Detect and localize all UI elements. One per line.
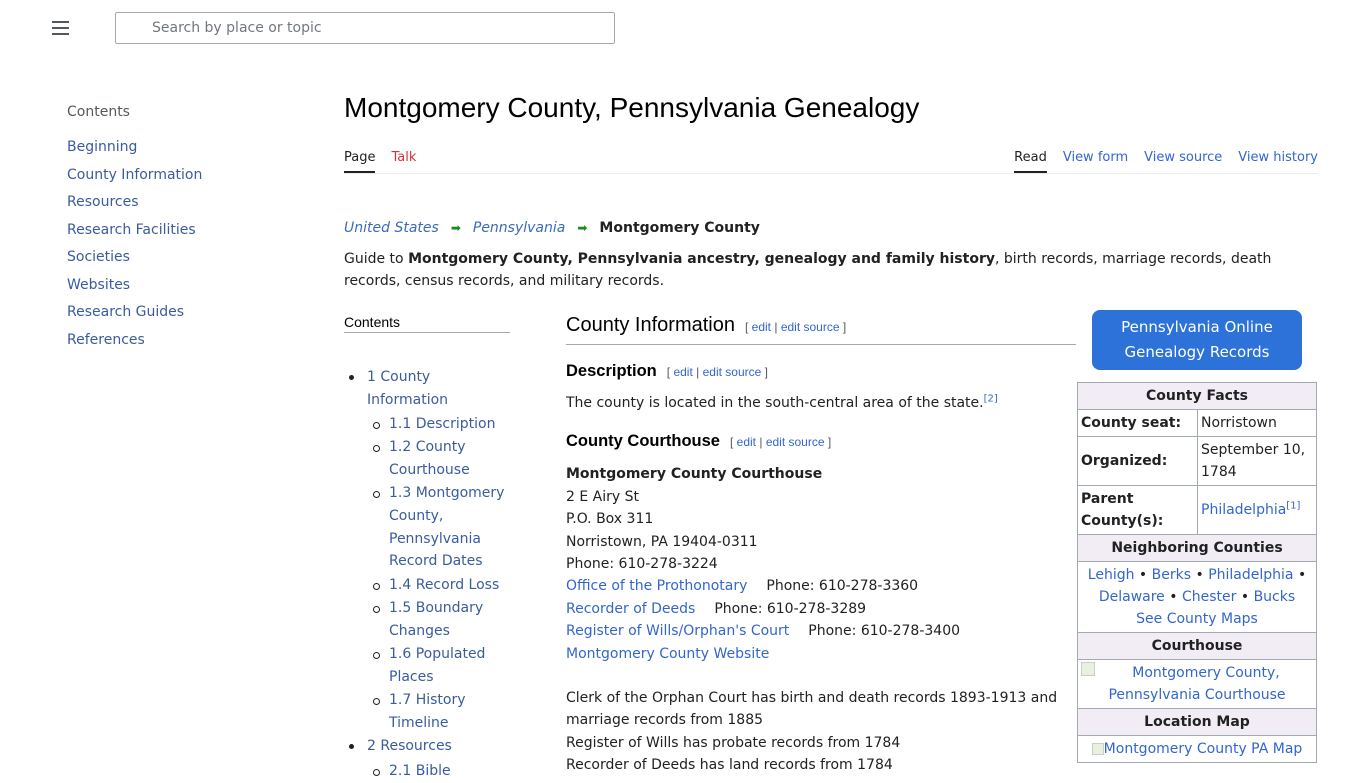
- toc-item: [344, 735, 510, 782]
- subsection-heading-description: [566, 360, 1076, 383]
- sidebar-list: [67, 139, 307, 349]
- sidebar-item-county-information[interactable]: County Information: [67, 166, 203, 183]
- facts-value: September 10, 1784: [1198, 437, 1317, 486]
- reference-link[interactable]: [1]: [1286, 500, 1301, 512]
- edit-source-link[interactable]: edit source: [702, 365, 762, 379]
- cta-line: Genealogy Records: [1124, 343, 1270, 361]
- see-county-maps-link[interactable]: See County Maps: [1136, 611, 1258, 627]
- toc-link-description[interactable]: 1.1 Description: [367, 413, 510, 436]
- neighbor-link-bucks[interactable]: Bucks: [1253, 589, 1296, 605]
- neighbor-link-lehigh[interactable]: Lehigh: [1087, 567, 1135, 583]
- article-body: [566, 310, 1076, 777]
- green-arrow-icon: ➡: [577, 221, 588, 235]
- toc-sublist: [367, 760, 510, 783]
- office-phone: Phone: 610-278-3400: [808, 623, 961, 640]
- location-map-link[interactable]: Montgomery County PA Map: [1103, 741, 1303, 757]
- page-tabs: [344, 148, 1318, 174]
- tab-view-history[interactable]: View history: [1238, 150, 1318, 165]
- facts-value: Norristown: [1198, 410, 1317, 437]
- sidebar-item-references[interactable]: References: [67, 331, 145, 348]
- view-tabs: [1014, 148, 1318, 173]
- office-row: [566, 598, 1076, 620]
- office-row: [566, 620, 1076, 642]
- recorder-of-deeds-link[interactable]: Recorder of Deeds: [566, 600, 696, 617]
- edit-section-links: [745, 320, 846, 334]
- reference-link[interactable]: [2]: [983, 393, 998, 405]
- neighbor-link-chester[interactable]: Chester: [1181, 589, 1237, 605]
- edit-link[interactable]: edit: [751, 320, 772, 334]
- office-row: [566, 575, 1076, 597]
- hamburger-bar: [52, 27, 69, 29]
- intro-bold: Montgomery County, Pennsylvania ancestry, genealogy and family history: [408, 251, 995, 267]
- office-phone: Phone: 610-278-3289: [714, 600, 867, 617]
- subsection-title: County Courthouse: [566, 432, 720, 451]
- section-heading-county-information: [566, 310, 1076, 345]
- description-sentence: The county is located in the south-central area of the state.: [566, 395, 984, 411]
- bullet: •: [1191, 567, 1209, 583]
- records-note: Recorder of Deeds has land records from 1784: [566, 757, 893, 774]
- facts-label: Parent County(s):: [1078, 486, 1198, 535]
- table-of-contents: [344, 314, 510, 783]
- page-title: Montgomery County, Pennsylvania Genealogy: [344, 92, 920, 123]
- sidebar-item-societies[interactable]: Societies: [67, 249, 130, 265]
- subsection-title: Description: [566, 362, 657, 380]
- toc-list: [344, 366, 510, 782]
- bullet: •: [1236, 589, 1254, 605]
- edit-section-links: [667, 365, 768, 379]
- sidebar-item-research-facilities[interactable]: Research Facilities: [67, 221, 196, 238]
- neighbor-link-berks[interactable]: Berks: [1151, 567, 1192, 583]
- neighbor-link-delaware[interactable]: Delaware: [1098, 589, 1165, 605]
- tab-read[interactable]: Read: [1014, 148, 1047, 173]
- facts-header: Courthouse: [1078, 633, 1317, 660]
- facts-header: Location Map: [1078, 709, 1317, 736]
- courthouse-details: [566, 463, 1076, 776]
- tab-view-source[interactable]: View source: [1144, 150, 1223, 165]
- hamburger-menu-icon[interactable]: [52, 21, 69, 35]
- bracket: [: [744, 320, 752, 334]
- toc-link-populated-places[interactable]: 1.6 Populated Places: [367, 643, 510, 688]
- bracket: [: [730, 435, 737, 450]
- sidebar-item-beginning[interactable]: Beginning: [67, 139, 138, 155]
- sidebar-contents: [67, 104, 307, 359]
- cta-line: Pennsylvania Online: [1121, 318, 1273, 336]
- green-arrow-icon: ➡: [450, 221, 461, 235]
- toc-link-county-courthouse[interactable]: 1.2 County Courthouse: [367, 436, 510, 481]
- parent-county-link[interactable]: Philadelphia: [1201, 502, 1287, 518]
- courthouse-name: Montgomery County Courthouse: [566, 466, 823, 483]
- namespace-tabs: [344, 148, 416, 173]
- intro-suffix: , birth records, marriage records, death records, census records, and military records.: [344, 251, 1272, 289]
- neighboring-counties: [1078, 562, 1317, 633]
- breadcrumb-current: Montgomery County: [599, 220, 760, 236]
- facts-header: Neighboring Counties: [1078, 535, 1317, 562]
- breadcrumb: [344, 220, 760, 236]
- bracket: [: [666, 365, 674, 379]
- courthouse-image-cell: [1078, 660, 1317, 709]
- bullet: •: [1293, 567, 1307, 583]
- toc-link-record-dates[interactable]: 1.3 Montgomery County, Pennsylvania Record Dates: [367, 482, 510, 573]
- toc-link-boundary-changes[interactable]: 1.5 Boundary Changes: [367, 597, 510, 642]
- county-website-link[interactable]: Montgomery County Website: [566, 645, 770, 662]
- search-box[interactable]: [115, 12, 615, 44]
- address-line: P.O. Box 311: [566, 511, 654, 528]
- toc-link-history-timeline[interactable]: 1.7 History Timeline: [367, 689, 510, 734]
- edit-source-link[interactable]: edit source: [765, 435, 825, 450]
- address-line: 2 E Airy St: [566, 488, 639, 505]
- online-records-button[interactable]: [1092, 310, 1302, 370]
- search-input[interactable]: [116, 13, 614, 43]
- breadcrumb-united-states[interactable]: United States: [344, 220, 439, 236]
- edit-section-links: [730, 435, 831, 449]
- toc-sublist: [367, 413, 510, 734]
- edit-link[interactable]: edit: [736, 435, 757, 450]
- tab-view-form[interactable]: View form: [1062, 150, 1129, 165]
- office-phone: Phone: 610-278-3360: [766, 578, 919, 595]
- separator: |: [756, 435, 766, 450]
- courthouse-phone: Phone: 610-278-3224: [566, 556, 718, 573]
- facts-label: County seat:: [1078, 410, 1198, 437]
- broken-image-icon: [1081, 662, 1095, 676]
- hamburger-bar: [52, 21, 69, 23]
- prothonotary-link[interactable]: Office of the Prothonotary: [566, 578, 748, 595]
- sidebar-item-resources[interactable]: Resources: [67, 194, 139, 210]
- toc-item: [344, 366, 510, 734]
- main-content: [344, 88, 1318, 289]
- subsection-heading-courthouse: [566, 430, 1076, 453]
- sidebar-item-websites[interactable]: Websites: [67, 276, 131, 293]
- edit-link[interactable]: edit: [673, 365, 693, 379]
- intro-paragraph: [344, 248, 1304, 292]
- separator: |: [771, 320, 781, 334]
- courthouse-image-link[interactable]: Montgomery County, Pennsylvania Courthouse: [1108, 665, 1286, 703]
- neighbor-link-philadelphia[interactable]: Philadelphia: [1208, 567, 1294, 583]
- broken-image-icon: [1092, 743, 1104, 755]
- toc-link-bible[interactable]: 2.1 Bible: [367, 760, 510, 783]
- facts-value: [1198, 486, 1317, 535]
- toc-link-resources[interactable]: 2 Resources: [367, 738, 452, 754]
- hamburger-bar: [52, 33, 69, 35]
- edit-source-link[interactable]: edit source: [780, 320, 840, 334]
- bullet: •: [1134, 567, 1152, 583]
- county-facts-table: [1077, 382, 1317, 763]
- bullet: •: [1164, 589, 1182, 605]
- bracket: ]: [839, 320, 847, 334]
- tab-page[interactable]: Page: [344, 148, 375, 173]
- sidebar-title: Contents: [67, 104, 130, 120]
- breadcrumb-pennsylvania[interactable]: Pennsylvania: [472, 220, 566, 236]
- separator: |: [692, 365, 703, 379]
- facts-label: Organized:: [1078, 437, 1198, 486]
- address-line: Norristown, PA 19404-0311: [566, 533, 758, 550]
- intro-prefix: Guide to: [344, 251, 409, 267]
- sidebar-item-research-guides[interactable]: Research Guides: [67, 304, 185, 320]
- facts-header: County Facts: [1078, 383, 1317, 410]
- bracket: ]: [761, 365, 768, 379]
- map-image-cell: [1078, 736, 1317, 763]
- tab-talk[interactable]: Talk: [391, 150, 417, 165]
- register-of-wills-link[interactable]: Register of Wills/Orphan's Court: [566, 623, 790, 640]
- description-text: [566, 392, 1076, 414]
- records-note: Clerk of the Orphan Court has birth and death records 1893-1913 and marriage records from 1885: [566, 690, 1058, 729]
- records-note: Register of Wills has probate records from 1784: [566, 734, 901, 751]
- toc-link-county-information[interactable]: 1 County Information: [367, 369, 449, 408]
- toc-title: Contents: [344, 314, 510, 333]
- bracket: ]: [824, 435, 832, 450]
- section-title: County Information: [566, 314, 735, 336]
- toc-link-record-loss[interactable]: 1.4 Record Loss: [367, 574, 510, 597]
